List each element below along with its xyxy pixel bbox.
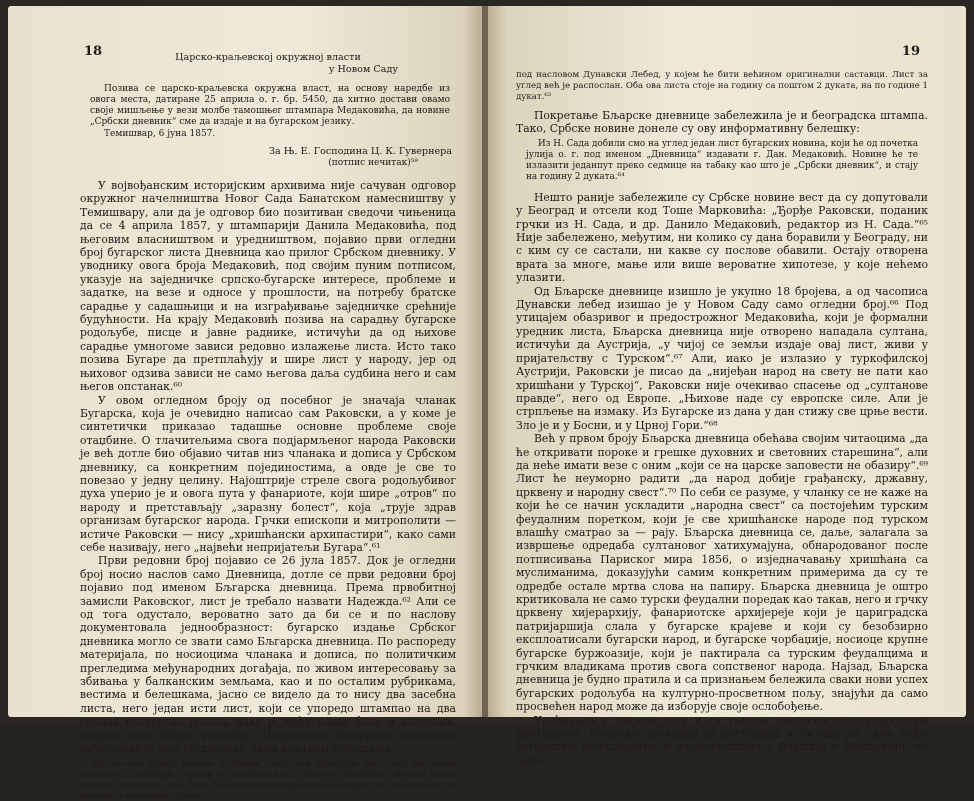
paragraph: Већ у првом броју Бљарска дневница обећава својим читаоцима „да ће откривати пороке и грешке духовних и световних старешина“, али да неће имати везе с оним „који се на царске заповести не обазиру“.⁶⁹ Лист ће неуморно радити „да народ добије грађанску, државну, црквену и народну свест“.⁷⁰ По себи се разуме, у чланку се не каже на који ће се начин ускладити „народна свест“ са постојећим турским феудалним поретком, који је све хришћанске народе под турском влашћу сматрао за — рају. Бљарска дневница се, даље, залагала за извршење одредаба султановог хатихумајуна, обнародованог после потписивања Париског мира 1856, о изједначавању хришћана са муслиманима, доказујући самим конкретним примерима да су те одредбе остале мртва слова на папиру. Бљарска дневница је оштро критиковала не само турски феудални поредак као такав, него и грчку црквену хијерархију, фанариотске архијереје који је цариградска патријаршија слала у бугарске крајеве и који су безобзирно експлоатисали бугарски народ, и бугарске чорбаџије, носиоце крупне бугарске буржоазије, који је пактирала са турским феудалцима и грчким владикама против свога сопственог народа. Најзад, Бљарска дневница је будно пратила и са признањем бележила сваки нови успех бугарских родољуба на културно-просветном пољу, знајући да само просвећен народ може да изборује своје ослобођење. (516, 432, 928, 714)
paragraph: У војвођанским историјским архивима није сачуван одговор окружног начелништва Новог Сада Банатском намесништву у Темишвару, али да је одговор био позитиван сведочи чињеница да се 4 априла 1857, у штампарији Данила Медаковића, под његовим власништвом и уредништвом, појавио први огледни број бугарског листа Дневница као прилог Србском дневнику. У уводнику овога броја Медаковић, под својим пуним потписом, указује на заједничке српско-бугарске интересе, проблеме и задатке, на везе и односе у прошлости, на потребу братске сарадње у садашњици и на изграђивање заједничке срећније будућности. На крају Медаковић позива на сарадњу бугарске родољубе, писце и јавне раднике, истичући да од њихове сарадње умногоме зависи редовно излажење листа. Исто тако позива Бугаре да претплаћују и шире лист у народу, јер од њиховог одзива зависи не само његова даља судбина него и сам његов опстанак.⁶⁰ (80, 179, 456, 394)
page-number-right: 19 (901, 44, 920, 59)
paragraph: Уређивана у таквом духу и са таквим широким општенародним програмом, Бљарска дневница је растурана и читана не само међу бугарским печалбарима и насељеницима у Влашкој и Молдавији, не само (516, 713, 928, 767)
letter-place-date: Темишвар, 6 јуна 1857. (104, 129, 216, 139)
paragraph: Од Бљарске дневнице изишло је укупно 18 бројева, а од часописа Дунавски лебед изишао је у Новом Саду само огледни број.⁶⁶ Под утицајем обазривог и предострожног Медаковића, који је формални уредник листа, Бљарска дневница није отворено нападала султана, истичући да Аустрија, „у чијој се земљи издаје овај лист, живи у пријатељству с Турском“.⁶⁷ Али, иако је излазио у туркофилској Аустрији, Раковски је писао да „нијеђан народ на свету не пати као хришћани у Турској“, Раковски није очекивао спасење од „султанове правде“, него од Европе. „Њихове наде су европске силе. Али је стрпљење на измаку. Из Бугарске из дана у дан стижу све црње вести. Зло је и у Босни, и у Црној Гори.“⁶⁸ (516, 284, 928, 432)
paragraph: У овом огледном броју од посебног је значаја чланак Бугарска, која је очевидно написао сам Раковски, а у коме је синтетички приказао тадашње основне проблеме своје отаџбине. О тлачитељима свога подјармљеног народа Раковски је већ дотле био објавио читав низ чланака и дописа у Србском дневнику, са конкретним појединостима, а овде је све то повезао у једну целину. Најоштрије стреле свога родољубивог духа уперио је и овога пута у фанариоте, који шире „отров“ по народу и претстављају „заразну болест“, која „трује здрав организам бугарског народа. Грчки епископи и митрополити — истиче Раковски — нису „хришћански архипастири“, како сами себе називају, него „највећи непријатељи Бугара“.⁶¹ (80, 393, 456, 554)
letter-signature-note: (потпис нечитак)⁵⁹ (328, 158, 418, 168)
page-number-left: 18 (84, 44, 103, 59)
letter-heading: Царско-краљевској окружној власти (175, 52, 361, 63)
left-page (8, 6, 482, 801)
paragraph: Нешто раније забележиле су Србске новине вест да су допутовали у Београд и отсели код Тоше Марковића: „Ђорђе Раковски, поданик грчки из Н. Сада, и др. Данило Медаковић, редактор из Н. Сада.“⁶⁵ Није забележено, међутим, ни колико су дана боравили у Београду, ни с ким су се састали, ни какве су послове обавили. Остају отворена врата за многе, мање или више вероватне хипотезе, у које нећемо улазити. (516, 190, 928, 285)
quotation: Из Н. Сада добили смо на углед један лист бугарских новина, који ће од почетка јулија о. г. под именом „Дневница“ издавати г. Дан. Медаковић. Новине ће те излазити једанпут преко седмице на табаку као што је „Србски дневник“, и стају на годину 2 дуката.⁶⁴ (526, 138, 918, 182)
paragraph: Покретање Бљарске дневнице забележила је и београдска штампа. Тако, Србске новине донеле су ову информативну белешку: (516, 109, 928, 136)
letter-signature: За Њ. Е. Господина Ц. К. Гувернера (269, 146, 452, 157)
footnote-continuation: под насловом Дунавски Лебед, у којем ће бити већином оригинални саставци. Лист за углед већ је распослан. Оба ова листа стоје на годину са поштом 2 дуката, на по године 1 дукат.⁶³ (516, 70, 928, 102)
footnote: Од месеца јулија излази у Новом Саду нов бугарски лист под насловом Бљгарска Дневница. Чланци су преведени из Србскога Дневника. Излази сваке недеље једанпута. Ако буде довољно пренумераната, издаваће се по једанпут на недељу и књижеван прилог (80, 759, 456, 801)
letter-address: у Новом Саду (328, 64, 398, 75)
letter-body: Позива се царско-краљевска окружна власт, на основу наредбе из овога места, датиране 25 априла о. г. бр. 5450, да хитно достави овамо своје мишљење у вези молбе тамошњег штампара Медаковића, да новине „Србски дневник“ сме да издаје и на бугарском језику. (90, 84, 450, 127)
paragraph: Први редовни број појавио се 26 јула 1857. Док је огледни број носио наслов само Дневница, дотле се први редовни број појавио под именом Бљгарска дневница. Према првобитној замисли Раковског, лист је требало назвати Надежда.⁶² Али се од тога одустало, вероватно зато да би се и по наслову документовала једнообразност: бугарско издање Србског дневника могло се звати само Бљгарска дневница. По распореду материјала, по носиоцима чланака и дописа, по политичким прегледима међународних догађаја, по живом интересовању за збивања у балканским земљама, као и по осталим рубрикама, вестима и белешкама, јасно се видело да то нису два засебна листа, него један исти лист, који се упоредо штампао на два сродна словенска језика, иако је међу њима било и извесних, мањих или већих разлика. Покретање Бљгарске дневнице забележио је сам Медаковић овом кратком белешком: (80, 554, 456, 756)
right-page (488, 6, 966, 767)
